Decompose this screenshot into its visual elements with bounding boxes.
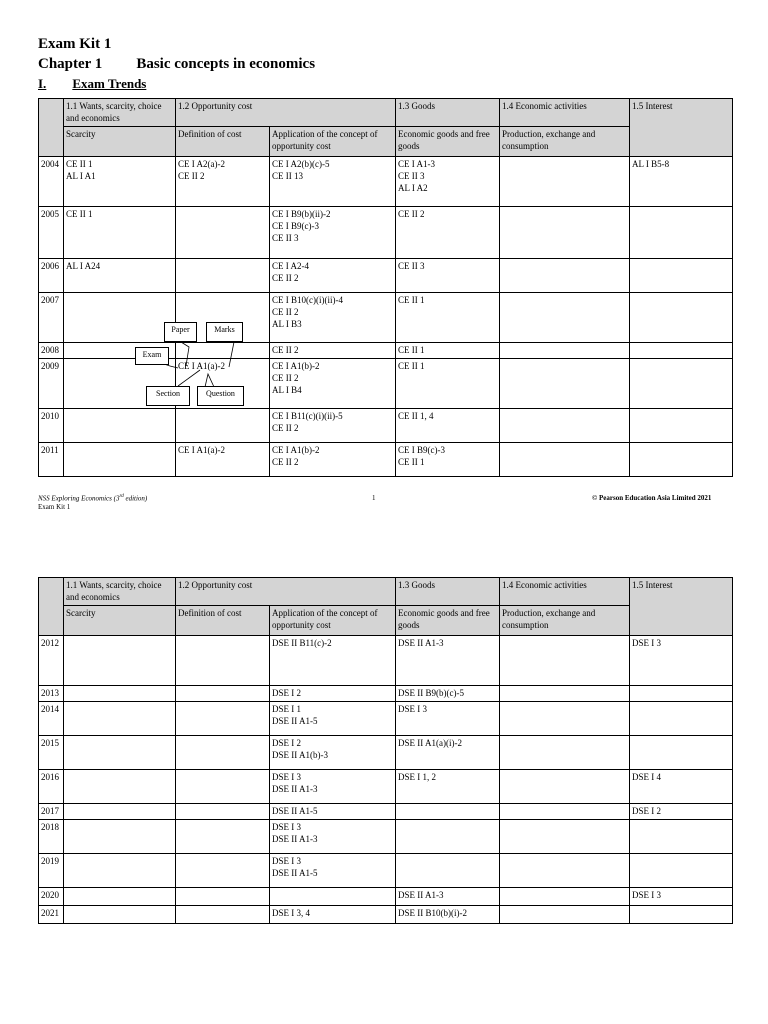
interest-cell: AL I B5-8 [630,157,733,207]
production-cell [500,443,630,477]
goods-cell: CE II 1, 4 [396,409,500,443]
definition-cell: CE I A1(a)-2 [176,359,270,409]
application-cell: CE I A2-4 CE II 2 [270,259,396,293]
interest-cell [630,259,733,293]
application-cell: DSE II A1-5 [270,804,396,820]
year-cell: 2015 [39,736,64,770]
year-header [39,99,64,157]
goods-cell: CE II 2 [396,207,500,259]
table-row [39,770,733,804]
table-row [39,259,733,293]
definition-subheader: Definition of cost [176,127,270,157]
callout-marks: Marks [206,322,243,342]
goods-cell [396,820,500,854]
definition-cell: CE I A1(a)-2 [176,443,270,477]
goods-cell: DSE II A1-3 [396,888,500,906]
production-cell [500,343,630,359]
topic-1-4-header: 1.4 Economic activities [500,99,630,127]
scarcity-subheader: Scarcity [64,606,176,636]
definition-cell [176,736,270,770]
year-cell: 2018 [39,820,64,854]
scarcity-cell [64,804,176,820]
year-cell: 2010 [39,409,64,443]
production-cell [500,636,630,686]
application-cell: DSE I 2 DSE II A1(b)-3 [270,736,396,770]
production-cell [500,736,630,770]
definition-cell [176,770,270,804]
year-cell: 2005 [39,207,64,259]
production-cell [500,854,630,888]
table-row [39,443,733,477]
topic-1-4-header: 1.4 Economic activities [500,578,630,606]
scarcity-cell [64,293,176,343]
goods-cell: CE I A1-3 CE II 3 AL I A2 [396,157,500,207]
production-cell [500,409,630,443]
goods-subheader: Economic goods and free goods [396,127,500,157]
interest-cell [630,409,733,443]
table-row [39,409,733,443]
scarcity-cell: CE II 1 AL I A1 [64,157,176,207]
application-cell: DSE I 3 DSE II A1-3 [270,770,396,804]
year-header [39,578,64,636]
kit-title: Exam Kit 1 [38,36,112,52]
table-row [39,854,733,888]
table-row [39,820,733,854]
chapter-label: Chapter 1 [38,56,103,72]
table-row [39,359,733,409]
application-subheader: Application of the concept of opportunity cost [270,127,396,157]
definition-cell [176,259,270,293]
application-cell: CE I A2(b)(c)-5 CE II 13 [270,157,396,207]
interest-cell [630,906,733,924]
definition-cell [176,804,270,820]
topic-1-2-header: 1.2 Opportunity cost [176,578,396,606]
callout-exam: Exam [135,347,169,365]
application-cell: DSE I 3, 4 [270,906,396,924]
interest-cell [630,686,733,702]
definition-cell [176,409,270,443]
scarcity-subheader: Scarcity [64,127,176,157]
callout-paper: Paper [164,322,197,342]
application-cell: CE I A1(b)-2 CE II 2 AL I B4 [270,359,396,409]
scarcity-cell [64,409,176,443]
application-cell: CE II 2 [270,343,396,359]
production-cell [500,293,630,343]
application-subheader: Application of the concept of opportunity cost [270,606,396,636]
definition-cell [176,906,270,924]
goods-subheader: Economic goods and free goods [396,606,500,636]
production-cell [500,207,630,259]
production-cell [500,820,630,854]
application-cell: DSE I 1 DSE II A1-5 [270,702,396,736]
topic-1-1-header: 1.1 Wants, scarcity, choice and economics [64,578,176,606]
definition-cell [176,702,270,736]
goods-cell: CE II 3 [396,259,500,293]
application-cell: DSE II B11(c)-2 [270,636,396,686]
footer-copyright: © Pearson Education Asia Limited 2021 [592,494,712,502]
production-cell [500,259,630,293]
year-cell: 2014 [39,702,64,736]
scarcity-cell [64,888,176,906]
definition-cell [176,343,270,359]
footer-book-title: NSS Exploring Economics (3rd edition) [38,494,148,503]
production-subheader: Production, exchange and consumption [500,606,630,636]
scarcity-cell [64,443,176,477]
production-subheader: Production, exchange and consumption [500,127,630,157]
footer-kit: Exam Kit 1 [38,503,71,511]
year-cell: 2007 [39,293,64,343]
callout-question: Question [197,386,244,406]
application-cell: DSE I 3 DSE II A1-5 [270,854,396,888]
interest-cell [630,293,733,343]
section-heading [38,76,146,92]
interest-cell: DSE I 3 [630,888,733,906]
interest-cell: DSE I 3 [630,636,733,686]
goods-cell [396,804,500,820]
scarcity-cell [64,854,176,888]
scarcity-cell [64,820,176,854]
year-cell: 2004 [39,157,64,207]
goods-cell: DSE I 3 [396,702,500,736]
scarcity-cell [64,702,176,736]
production-cell [500,888,630,906]
year-cell: 2021 [39,906,64,924]
definition-cell [176,820,270,854]
production-cell [500,359,630,409]
interest-cell [630,820,733,854]
interest-cell [630,702,733,736]
production-cell [500,804,630,820]
table-row [39,686,733,702]
definition-cell [176,854,270,888]
definition-cell: CE I A2(a)-2 CE II 2 [176,157,270,207]
definition-cell [176,686,270,702]
scarcity-cell [64,736,176,770]
interest-cell [630,343,733,359]
year-cell: 2020 [39,888,64,906]
page-number: 1 [372,494,376,502]
topic-1-3-header: 1.3 Goods [396,99,500,127]
scarcity-cell [64,636,176,686]
topic-1-1-header: 1.1 Wants, scarcity, choice and economics [64,99,176,127]
application-cell: CE I A1(b)-2 CE II 2 [270,443,396,477]
scarcity-cell [64,686,176,702]
interest-cell: DSE I 2 [630,804,733,820]
goods-cell: CE II 1 [396,359,500,409]
year-cell: 2013 [39,686,64,702]
interest-cell [630,207,733,259]
application-cell: CE I B11(c)(i)(ii)-5 CE II 2 [270,409,396,443]
definition-subheader: Definition of cost [176,606,270,636]
table-row [39,906,733,924]
goods-cell: DSE II A1(a)(i)-2 [396,736,500,770]
application-cell: CE I B10(c)(i)(ii)-4 CE II 2 AL I B3 [270,293,396,343]
callout-section: Section [146,386,190,406]
goods-cell: CE I B9(c)-3 CE II 1 [396,443,500,477]
exam-trends-table-2 [38,577,733,924]
exam-trends-table-1 [38,98,733,477]
topic-1-2-header: 1.2 Opportunity cost [176,99,396,127]
goods-cell: DSE II B9(b)(c)-5 [396,686,500,702]
interest-cell [630,736,733,770]
scarcity-cell: AL I A24 [64,259,176,293]
goods-cell [396,854,500,888]
topic-1-3-header: 1.3 Goods [396,578,500,606]
table-row [39,736,733,770]
application-cell: CE I B9(b)(ii)-2 CE I B9(c)-3 CE II 3 [270,207,396,259]
year-cell: 2017 [39,804,64,820]
year-cell: 2012 [39,636,64,686]
interest-cell [630,443,733,477]
definition-cell [176,636,270,686]
topic-1-5-header: 1.5 Interest [630,578,733,636]
production-cell [500,770,630,804]
section-title: Exam Trends [72,76,147,91]
year-cell: 2016 [39,770,64,804]
production-cell [500,702,630,736]
year-cell: 2009 [39,359,64,409]
application-cell: DSE I 2 [270,686,396,702]
table-row [39,207,733,259]
topic-1-5-header: 1.5 Interest [630,99,733,157]
table-row [39,702,733,736]
application-cell: DSE I 3 DSE II A1-3 [270,820,396,854]
definition-cell [176,207,270,259]
table-row [39,293,733,343]
interest-cell: DSE I 4 [630,770,733,804]
table-row [39,636,733,686]
goods-cell: CE II 1 [396,293,500,343]
goods-cell: DSE I 1, 2 [396,770,500,804]
production-cell [500,686,630,702]
production-cell [500,157,630,207]
table-row [39,157,733,207]
production-cell [500,906,630,924]
section-number: I. [38,76,47,91]
scarcity-cell [64,906,176,924]
interest-cell [630,359,733,409]
year-cell: 2011 [39,443,64,477]
application-cell [270,888,396,906]
interest-cell [630,854,733,888]
year-cell: 2006 [39,259,64,293]
goods-cell: DSE II B10(b)(i)-2 [396,906,500,924]
table-row [39,804,733,820]
scarcity-cell [64,770,176,804]
year-cell: 2019 [39,854,64,888]
goods-cell: CE II 1 [396,343,500,359]
goods-cell: DSE II A1-3 [396,636,500,686]
scarcity-cell: CE II 1 [64,207,176,259]
table-row [39,888,733,906]
chapter-heading [38,56,315,73]
chapter-title: Basic concepts in economics [136,56,316,72]
definition-cell [176,888,270,906]
year-cell: 2008 [39,343,64,359]
